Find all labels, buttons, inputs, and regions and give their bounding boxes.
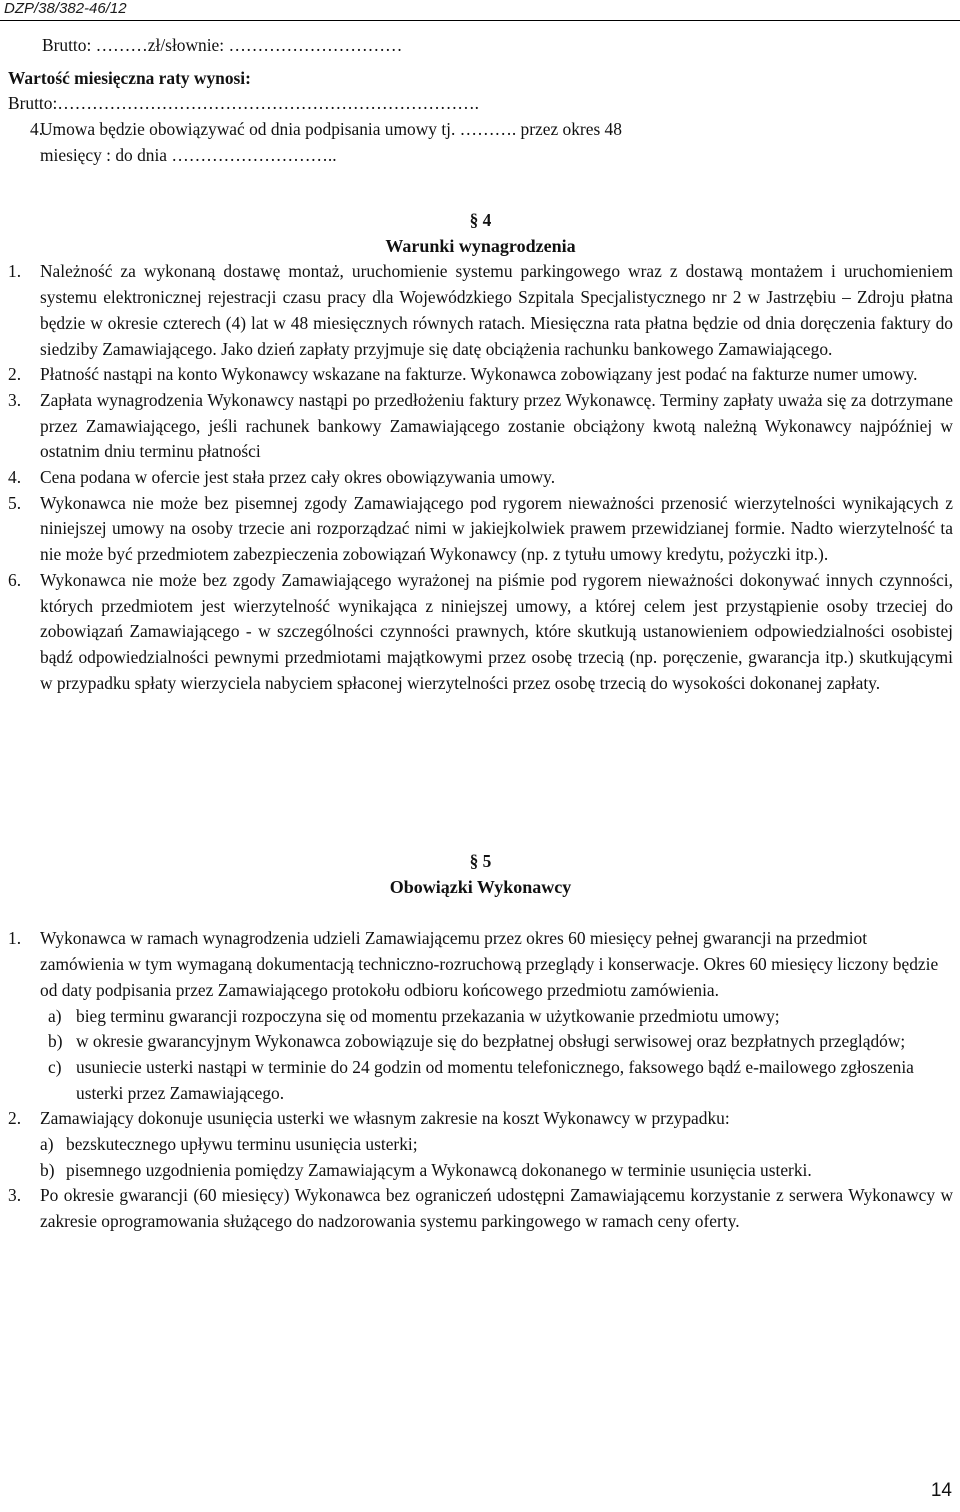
item-text: Zapłata wynagrodzenia Wykonawcy nastąpi po przedłożeniu faktury przez Wykonawcę. Terminy zapłaty uważa się za dotrzymane przez Zamawiającego, jeśli rachunek bankowy Zamawiającego zostanie obciążony kwotą należną Wykonawcy najpóźniej w ostatnim dniu terminu płatności <box>40 389 953 462</box>
section-5-item-3-text: Po okresie gwarancji (60 miesięcy) Wykonawca bez ograniczeń udostępni Zamawiającemu korzystanie z serwera Wykonawcy w zakresie oprogramowania służącego do nadzorowania systemu parkingowego w ramach ceny oferty. <box>40 1185 953 1232</box>
section-5-item-1-text: Wykonawca w ramach wynagrodzenia udzieli Zamawiającemu przez okres 60 miesięcy pełnej gwarancji na przedmiot zamówienia w tym wymaganą dokumentacją techniczno-rozruchową przeglądy i konserwacje. Okres 60 miesięcy liczony będzie od daty podpisania przez Zamawiającego protokołu odbioru końcowego przedmiotu zamówienia. <box>40 928 939 1000</box>
sub-letter: a) <box>40 1134 54 1155</box>
sub-letter: c) <box>48 1056 62 1077</box>
section-5-item-2-text: Zamawiający dokonuje usunięcia usterki we własnym zakresie na koszt Wykonawcy w przypadku: <box>40 1108 730 1129</box>
item-number: 3. <box>8 1185 22 1206</box>
sub-text: pisemnego uzgodnienia pomiędzy Zamawiającym a Wykonawcą dokonanego w terminie usunięcia usterki. <box>66 1159 812 1180</box>
item-text: Wykonawca nie może bez zgody Zamawiającego wyrażonej na piśmie pod rygorem nieważności dokonywać innych czynności, których przedmiotem jest wierzytelność wynikająca z niniejszej umowy, a której celem jest przystąpienie osoby trzeciej do zobowiązań Zamawiającego - w szczególności czynności prawnych, które skutkują ustanowieniem odpowiedzialności osobistej bądź odpowiedzialności pewnymi przedmiotami majątkowymi przez osobę trzecią (np. poręczenie, gwarancja itp.) skutkującymi w przypadku spłaty wierzyciela nabyciem spłaconej wierzytelności przez osobę trzecią do wysokości dokonanej zapłaty. <box>40 569 953 693</box>
list-item <box>8 259 953 362</box>
item-number: 4. <box>8 467 22 488</box>
item-number: 6. <box>8 569 22 590</box>
section-4-title: Warunki wynagrodzenia <box>385 235 576 256</box>
sub-text: usuniecie usterki nastąpi w terminie do 24 godzin od momentu telefonicznego, faksowego bądź e-mailowego zgłoszenia usterki przez Zamawiającego. <box>76 1056 914 1103</box>
section-5 <box>8 849 953 1235</box>
contract-term-line-1: Umowa będzie obowiązywać od dnia podpisania umowy tj. ………. przez okres 48 <box>40 119 622 140</box>
brutto-words-line: Brutto: ………zł/słownie: ………………………… <box>42 35 403 55</box>
monthly-installment-heading: Wartość miesięczna raty wynosi: <box>8 67 251 88</box>
item-number: 2. <box>8 364 22 385</box>
item-number: 1. <box>8 261 22 282</box>
warranty-sub-item <box>8 1004 953 1030</box>
payment-summary-block <box>8 33 952 169</box>
item-text: Wykonawca nie może bez pisemnej zgody Zamawiającego pod rygorem nieważności przenosić wierzytelności wynikających z niniejszej umowy na osoby trzecie ani rozporządzać nimi w jakiejkolwiek prawem przewidzianej formie. Nadto wierzytelność ta nie może być przedmiotem zabezpieczenia zobowiązań Wykonawcy (np. z tytułu umowy kredytu, pożyczki itp.). <box>40 492 953 565</box>
defect-removal-sub-item <box>8 1132 953 1158</box>
section-5-item-1 <box>8 926 953 1003</box>
contract-term-item <box>8 117 952 168</box>
installment-brutto-line: Brutto:………………………………………………………………. <box>8 93 479 114</box>
list-item <box>8 491 953 568</box>
warranty-sub-item <box>8 1055 953 1106</box>
section-5-mark: § 5 <box>469 851 492 871</box>
section-4 <box>8 208 953 696</box>
page-number: 14 <box>930 1480 952 1501</box>
sub-text: bezskutecznego upływu terminu usunięcia usterki; <box>66 1134 418 1155</box>
list-item <box>8 388 953 465</box>
item-text: Należność za wykonaną dostawę montaż, uruchomienie systemu parkingowego wraz z dostawą montażem i uruchomieniem systemu elektronicznej rejestracji czasu pracy dla Wojewódzkiego Szpitala Specjalistycznego nr 2 w Jastrzębiu – Zdroju płatna będzie w okresie czterech (4) lat w 48 miesięcznych równych ratach. Miesięczna rata płatna będzie od dnia doręczenia faktury do siedziby Zamawiającego. Jako dzień zapłaty przyjmuje się datę obciążenia rachunku bankowego Zamawiającego. <box>40 261 953 359</box>
section-5-title: Obowiązki Wykonawcy <box>389 876 572 897</box>
item-number: 5. <box>8 492 22 513</box>
sub-letter: b) <box>48 1031 63 1052</box>
sub-text: w okresie gwarancyjnym Wykonawca zobowiązuje się do bezpłatnej obsługi serwisowej oraz bezpłatnych przeglądów; <box>76 1031 906 1052</box>
section-4-items <box>8 259 953 696</box>
item-text: Cena podana w ofercie jest stała przez cały okres obowiązywania umowy. <box>40 467 556 488</box>
item-text: Płatność nastąpi na konto Wykonawcy wskazane na fakturze. Wykonawca zobowiązany jest podać na fakturze numer umowy. <box>40 364 918 385</box>
item-number: 4. <box>30 119 44 140</box>
list-item <box>8 362 953 388</box>
item-number: 2. <box>8 1108 22 1129</box>
sub-text: bieg terminu gwarancji rozpoczyna się od momentu przekazania w użytkowanie przedmiotu umowy; <box>76 1005 780 1026</box>
sub-letter: a) <box>48 1005 62 1026</box>
warranty-sub-item <box>8 1029 953 1055</box>
item-number: 1. <box>8 928 22 949</box>
contract-term-line-2: miesięcy : do dnia ……………………….. <box>40 144 337 165</box>
defect-removal-sub-item <box>8 1158 953 1184</box>
section-5-item-3 <box>8 1183 953 1234</box>
list-item <box>8 465 953 491</box>
header-divider <box>0 20 960 21</box>
section-5-item-2 <box>8 1106 953 1132</box>
document-reference-number: DZP/38/382-46/12 <box>4 0 127 17</box>
sub-letter: b) <box>40 1159 55 1180</box>
item-number: 3. <box>8 389 22 410</box>
section-4-mark: § 4 <box>469 210 492 230</box>
list-item <box>8 568 953 697</box>
